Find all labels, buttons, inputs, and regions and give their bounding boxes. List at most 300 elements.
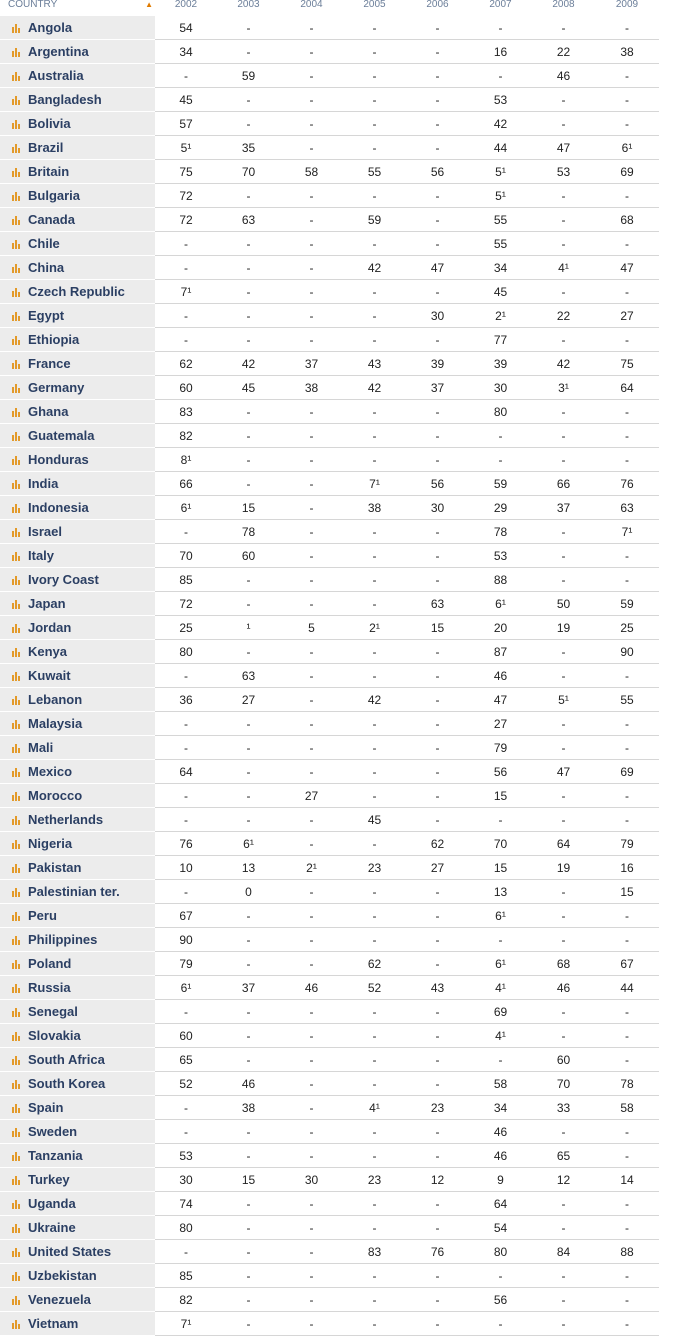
value-cell: -	[406, 568, 469, 592]
value-cell: -	[280, 928, 343, 952]
column-header-year[interactable]: 2009	[615, 0, 639, 10]
value-cell: -	[343, 520, 406, 544]
bar-chart-icon[interactable]	[12, 694, 24, 705]
bar-chart-icon[interactable]	[12, 1246, 24, 1257]
country-name-link[interactable]: Senegal	[28, 1004, 78, 1019]
value-cell: 53	[532, 160, 595, 184]
country-name-link[interactable]: France	[28, 356, 71, 371]
value-cell: 46	[280, 976, 343, 1000]
country-name-link[interactable]: Britain	[28, 164, 70, 179]
bar-chart-icon[interactable]	[12, 934, 24, 945]
bar-chart-icon[interactable]	[12, 958, 24, 969]
country-name-link[interactable]: Kuwait	[28, 668, 71, 683]
bar-chart-icon[interactable]	[12, 598, 24, 609]
value-cell: -	[532, 112, 595, 136]
country-name-link[interactable]: Jordan	[28, 620, 72, 635]
country-name-link[interactable]: Australia	[28, 68, 84, 83]
column-header-year[interactable]: 2004	[300, 0, 323, 10]
value-cell: 30	[280, 1168, 343, 1192]
bar-chart-icon[interactable]	[12, 1294, 24, 1305]
table-row	[0, 568, 659, 592]
country-name-link[interactable]: South Korea	[28, 1076, 106, 1091]
bar-chart-icon[interactable]	[12, 454, 24, 465]
value-cell: -	[532, 232, 595, 256]
bar-chart-icon[interactable]	[12, 430, 24, 441]
table-row	[0, 40, 659, 64]
country-name-link[interactable]: Egypt	[28, 308, 65, 323]
value-cell: -	[155, 304, 217, 328]
country-cell	[0, 976, 155, 1000]
value-cell: -	[532, 16, 595, 40]
value-cell: 72	[155, 592, 217, 616]
bar-chart-icon-bar	[18, 1132, 20, 1137]
value-cell: -	[406, 232, 469, 256]
bar-chart-icon[interactable]	[12, 94, 24, 105]
table-row	[0, 448, 659, 472]
country-cell-content	[0, 1024, 155, 1047]
table-row	[0, 904, 659, 928]
column-header-year[interactable]: 2005	[363, 0, 386, 10]
table-row	[0, 304, 659, 328]
country-cell	[0, 1264, 155, 1288]
bar-chart-icon-bar	[12, 1155, 14, 1161]
bar-chart-icon[interactable]	[12, 238, 24, 249]
value-cell: 6¹	[595, 136, 659, 160]
country-name-link[interactable]: Venezuela	[28, 1292, 91, 1307]
bar-chart-icon[interactable]	[12, 382, 24, 393]
table-row	[0, 760, 659, 784]
value-cell: -	[595, 1264, 659, 1288]
country-name-link[interactable]: Palestinian ter.	[28, 884, 120, 899]
value-cell: 35	[217, 136, 280, 160]
bar-chart-icon-bar	[15, 480, 17, 489]
value-cell: 46	[532, 976, 595, 1000]
bar-chart-icon-bar	[18, 1156, 20, 1161]
country-name-link[interactable]: Ethiopia	[28, 332, 80, 347]
bar-chart-icon[interactable]	[12, 22, 24, 33]
value-cell: 5¹	[469, 184, 532, 208]
bar-chart-icon[interactable]	[12, 1054, 24, 1065]
value-cell: -	[280, 568, 343, 592]
value-cell: -	[406, 448, 469, 472]
value-cell: -	[280, 760, 343, 784]
value-cell: 54	[469, 1216, 532, 1240]
column-header-year[interactable]: 2002	[174, 0, 198, 10]
country-name-link[interactable]: Uzbekistan	[28, 1268, 97, 1283]
value-cell: 64	[155, 760, 217, 784]
table-row	[0, 520, 659, 544]
bar-chart-icon[interactable]	[12, 838, 24, 849]
value-cell: 62	[343, 952, 406, 976]
value-cell: 8¹	[155, 448, 217, 472]
country-cell	[0, 640, 155, 664]
bar-chart-icon[interactable]	[12, 1270, 24, 1281]
bar-chart-icon[interactable]	[12, 1078, 24, 1089]
value-cell: 56	[469, 1288, 532, 1312]
country-name-link[interactable]: Morocco	[28, 788, 83, 803]
bar-chart-icon[interactable]	[12, 910, 24, 921]
bar-chart-icon[interactable]	[12, 1102, 24, 1113]
value-cell: -	[280, 1000, 343, 1024]
country-name-link[interactable]: Turkey	[28, 1172, 70, 1187]
country-name-link[interactable]: Peru	[28, 908, 57, 923]
table-row	[0, 832, 659, 856]
country-name-link[interactable]: Bolivia	[28, 116, 71, 131]
bar-chart-icon-bar	[15, 48, 17, 57]
value-cell: -	[280, 1144, 343, 1168]
value-cell: -	[469, 1264, 532, 1288]
country-name-link[interactable]: Angola	[28, 20, 73, 35]
bar-chart-icon[interactable]	[12, 526, 24, 537]
country-name-link[interactable]: Argentina	[28, 44, 89, 59]
bar-chart-icon-bar	[15, 216, 17, 225]
value-cell: -	[532, 712, 595, 736]
country-name-link[interactable]: Guatemala	[28, 428, 95, 443]
value-cell: -	[280, 880, 343, 904]
sort-ascending-icon[interactable]: ▲	[145, 0, 153, 9]
country-name-link[interactable]: Mali	[28, 740, 54, 755]
value-cell: -	[155, 256, 217, 280]
country-name-link[interactable]: Nigeria	[28, 836, 73, 851]
bar-chart-icon-bar	[12, 795, 14, 801]
bar-chart-icon[interactable]	[12, 790, 24, 801]
country-cell-content	[0, 1048, 155, 1071]
value-cell: -	[280, 952, 343, 976]
value-cell: -	[280, 520, 343, 544]
bar-chart-icon-bar	[18, 796, 20, 801]
value-cell: -	[280, 1024, 343, 1048]
value-cell: 65	[155, 1048, 217, 1072]
bar-chart-icon-bar	[15, 672, 17, 681]
country-name-link[interactable]: Vietnam	[28, 1316, 79, 1331]
country-name-link[interactable]: Honduras	[28, 452, 89, 467]
bar-chart-icon[interactable]	[12, 310, 24, 321]
bar-chart-icon[interactable]	[12, 1318, 24, 1329]
bar-chart-icon[interactable]	[12, 166, 24, 177]
value-cell: 44	[469, 136, 532, 160]
bar-chart-icon[interactable]	[12, 334, 24, 345]
value-cell: -	[343, 880, 406, 904]
value-cell: -	[406, 1264, 469, 1288]
country-cell-content	[0, 784, 155, 807]
country-cell-content	[0, 208, 155, 231]
country-name-link[interactable]: China	[28, 260, 65, 275]
value-cell: 75	[155, 160, 217, 184]
country-cell	[0, 904, 155, 928]
bar-chart-icon[interactable]	[12, 742, 24, 753]
bar-chart-icon-bar	[18, 1060, 20, 1065]
country-cell	[0, 712, 155, 736]
value-cell: 62	[406, 832, 469, 856]
value-cell: -	[532, 1264, 595, 1288]
country-name-link[interactable]: Russia	[28, 980, 71, 995]
bar-chart-icon-bar	[15, 1080, 17, 1089]
bar-chart-icon-bar	[15, 744, 17, 753]
country-name-link[interactable]: Uganda	[28, 1196, 76, 1211]
value-cell: -	[280, 184, 343, 208]
value-cell: -	[217, 1264, 280, 1288]
bar-chart-icon-bar	[18, 508, 20, 513]
country-cell-content	[0, 688, 155, 711]
country-cell	[0, 160, 155, 184]
value-cell: -	[595, 1000, 659, 1024]
bar-chart-icon[interactable]	[12, 1198, 24, 1209]
country-cell	[0, 1072, 155, 1096]
value-cell: 55	[469, 208, 532, 232]
column-header-year[interactable]: 2006	[426, 0, 449, 10]
country-cell-content	[0, 1264, 155, 1287]
value-cell: 58	[280, 160, 343, 184]
bar-chart-icon-bar	[15, 720, 17, 729]
country-name-link[interactable]: Sweden	[28, 1124, 78, 1139]
value-cell: -	[595, 736, 659, 760]
bar-chart-icon[interactable]	[12, 1174, 24, 1185]
value-cell: 30	[406, 304, 469, 328]
bar-chart-icon-bar	[18, 700, 20, 705]
table-row	[0, 136, 659, 160]
table-row	[0, 1144, 659, 1168]
bar-chart-icon[interactable]	[12, 646, 24, 657]
value-cell: -	[280, 232, 343, 256]
value-cell: 46	[532, 64, 595, 88]
value-cell: -	[406, 16, 469, 40]
country-name-link[interactable]: Italy	[28, 548, 55, 563]
value-cell: 7¹	[343, 472, 406, 496]
value-cell: -	[343, 928, 406, 952]
country-name-link[interactable]: Malaysia	[28, 716, 83, 731]
column-header-year[interactable]: 2003	[237, 0, 260, 10]
bar-chart-icon[interactable]	[12, 358, 24, 369]
bar-chart-icon-bar	[15, 1128, 17, 1137]
value-cell: -	[343, 112, 406, 136]
bar-chart-icon[interactable]	[12, 670, 24, 681]
value-cell: -	[155, 712, 217, 736]
value-cell: 60	[155, 376, 217, 400]
country-cell-content	[0, 808, 155, 831]
bar-chart-icon[interactable]	[12, 406, 24, 417]
bar-chart-icon-bar	[12, 1083, 14, 1089]
bar-chart-icon-bar	[15, 1104, 17, 1113]
country-name-link[interactable]: Indonesia	[28, 500, 89, 515]
value-cell: 63	[217, 664, 280, 688]
country-name-link[interactable]: Netherlands	[28, 812, 104, 827]
value-cell: 80	[155, 1216, 217, 1240]
country-cell-content	[0, 760, 155, 783]
country-name-link[interactable]: Ukraine	[28, 1220, 76, 1235]
value-cell: -	[406, 520, 469, 544]
value-cell: 57	[155, 112, 217, 136]
value-cell: -	[155, 784, 217, 808]
value-cell: 5	[280, 616, 343, 640]
bar-chart-icon[interactable]	[12, 718, 24, 729]
bar-chart-icon-bar	[18, 556, 20, 561]
bar-chart-icon[interactable]	[12, 1126, 24, 1137]
country-cell-content	[0, 160, 155, 183]
value-cell: -	[343, 400, 406, 424]
bar-chart-icon[interactable]	[12, 862, 24, 873]
value-cell: -	[217, 712, 280, 736]
bar-chart-icon[interactable]	[12, 574, 24, 585]
bar-chart-icon[interactable]	[12, 142, 24, 153]
country-name-link[interactable]: Tanzania	[28, 1148, 83, 1163]
country-name-link[interactable]: Chile	[28, 236, 60, 251]
bar-chart-icon-bar	[12, 1203, 14, 1209]
bar-chart-icon[interactable]	[12, 214, 24, 225]
country-name-link[interactable]: Israel	[28, 524, 62, 539]
value-cell: -	[406, 1288, 469, 1312]
column-header-year[interactable]: 2007	[489, 0, 512, 10]
value-cell: 84	[532, 1240, 595, 1264]
country-name-link[interactable]: Mexico	[28, 764, 73, 779]
value-cell: -	[280, 664, 343, 688]
value-cell: -	[280, 496, 343, 520]
country-name-link[interactable]: South Africa	[28, 1052, 105, 1067]
country-name-link[interactable]: Spain	[28, 1100, 64, 1115]
country-cell-content	[0, 544, 155, 567]
value-cell: -	[532, 208, 595, 232]
bar-chart-icon-bar	[18, 772, 20, 777]
value-cell: 9	[469, 1168, 532, 1192]
bar-chart-icon[interactable]	[12, 286, 24, 297]
value-cell: 42	[343, 376, 406, 400]
value-cell: -	[280, 1264, 343, 1288]
bar-chart-icon-bar	[15, 408, 17, 417]
bar-chart-icon-bar	[12, 771, 14, 777]
bar-chart-icon[interactable]	[12, 622, 24, 633]
bar-chart-icon[interactable]	[12, 814, 24, 825]
value-cell: 64	[469, 1192, 532, 1216]
value-cell: -	[343, 16, 406, 40]
bar-chart-icon-bar	[12, 603, 14, 609]
value-cell: -	[532, 928, 595, 952]
column-header-year[interactable]: 2008	[552, 0, 575, 10]
country-name-link[interactable]: Poland	[28, 956, 72, 971]
bar-chart-icon-bar	[18, 844, 20, 849]
country-name-link[interactable]: United States	[28, 1244, 112, 1259]
bar-chart-icon-bar	[15, 576, 17, 585]
bar-chart-icon-bar	[12, 1131, 14, 1137]
value-cell: -	[343, 904, 406, 928]
country-cell-content	[0, 352, 155, 375]
bar-chart-icon[interactable]	[12, 1030, 24, 1041]
value-cell: 79	[155, 952, 217, 976]
country-name-link[interactable]: Slovakia	[28, 1028, 81, 1043]
value-cell: -	[406, 736, 469, 760]
value-cell: -	[280, 40, 343, 64]
value-cell: 15	[469, 856, 532, 880]
bar-chart-icon[interactable]	[12, 502, 24, 513]
bar-chart-icon-bar	[18, 916, 20, 921]
country-name-link[interactable]: Brazil	[28, 140, 64, 155]
country-name-link[interactable]: India	[28, 476, 59, 491]
bar-chart-icon-bar	[12, 171, 14, 177]
bar-chart-icon-bar	[18, 100, 20, 105]
table-body	[0, 16, 659, 1336]
country-cell-content	[0, 1312, 155, 1335]
country-name-link[interactable]: Ivory Coast	[28, 572, 99, 587]
bar-chart-icon[interactable]	[12, 190, 24, 201]
bar-chart-icon[interactable]	[12, 118, 24, 129]
table-row	[0, 352, 659, 376]
value-cell: 15	[406, 616, 469, 640]
country-name-link[interactable]: Pakistan	[28, 860, 82, 875]
bar-chart-icon-bar	[18, 1204, 20, 1209]
value-cell: 15	[469, 784, 532, 808]
bar-chart-icon[interactable]	[12, 46, 24, 57]
bar-chart-icon-bar	[18, 1108, 20, 1113]
value-cell: -	[217, 1024, 280, 1048]
value-cell: -	[217, 184, 280, 208]
value-cell: -	[532, 784, 595, 808]
value-cell: -	[532, 640, 595, 664]
value-cell: -	[280, 112, 343, 136]
table-row	[0, 928, 659, 952]
country-name-link[interactable]: Kenya	[28, 644, 68, 659]
bar-chart-icon[interactable]	[12, 262, 24, 273]
country-cell-content	[0, 112, 155, 135]
country-name-link[interactable]: Bangladesh	[28, 92, 102, 107]
table-row	[0, 160, 659, 184]
value-cell: 60	[217, 544, 280, 568]
country-name-link[interactable]: Philippines	[28, 932, 98, 947]
country-cell-content	[0, 1240, 155, 1263]
country-name-link[interactable]: Germany	[28, 380, 85, 395]
bar-chart-icon[interactable]	[12, 478, 24, 489]
bar-chart-icon[interactable]	[12, 1150, 24, 1161]
country-cell-content	[0, 472, 155, 495]
table-row	[0, 592, 659, 616]
value-cell: -	[406, 784, 469, 808]
country-name-link[interactable]: Bulgaria	[28, 188, 81, 203]
value-cell: -	[155, 1240, 217, 1264]
bar-chart-icon[interactable]	[12, 1006, 24, 1017]
bar-chart-icon[interactable]	[12, 550, 24, 561]
country-name-link[interactable]: Ghana	[28, 404, 69, 419]
bar-chart-icon-bar	[18, 484, 20, 489]
country-cell-content	[0, 496, 155, 519]
country-name-link[interactable]: Canada	[28, 212, 75, 227]
table-row	[0, 688, 659, 712]
value-cell: -	[217, 1192, 280, 1216]
value-cell: -	[595, 64, 659, 88]
bar-chart-icon[interactable]	[12, 1222, 24, 1233]
value-cell: -	[343, 1024, 406, 1048]
country-cell-content	[0, 1192, 155, 1215]
country-cell-content	[0, 616, 155, 639]
value-cell: -	[343, 712, 406, 736]
value-cell: 59	[217, 64, 280, 88]
value-cell: -	[595, 448, 659, 472]
value-cell: -	[217, 232, 280, 256]
value-cell: 4¹	[343, 1096, 406, 1120]
bar-chart-icon[interactable]	[12, 886, 24, 897]
value-cell: -	[532, 280, 595, 304]
bar-chart-icon-bar	[15, 120, 17, 129]
country-cell-content	[0, 184, 155, 207]
bar-chart-icon[interactable]	[12, 70, 24, 81]
country-name-link[interactable]: Czech Republic	[28, 284, 125, 299]
bar-chart-icon[interactable]	[12, 766, 24, 777]
country-cell	[0, 88, 155, 112]
country-name-link[interactable]: Japan	[28, 596, 66, 611]
country-name-link[interactable]: Lebanon	[28, 692, 83, 707]
value-cell: -	[595, 904, 659, 928]
column-header-country[interactable]	[0, 0, 155, 16]
value-cell: -	[406, 136, 469, 160]
bar-chart-icon-bar	[18, 1252, 20, 1257]
bar-chart-icon[interactable]	[12, 982, 24, 993]
table-row	[0, 1024, 659, 1048]
